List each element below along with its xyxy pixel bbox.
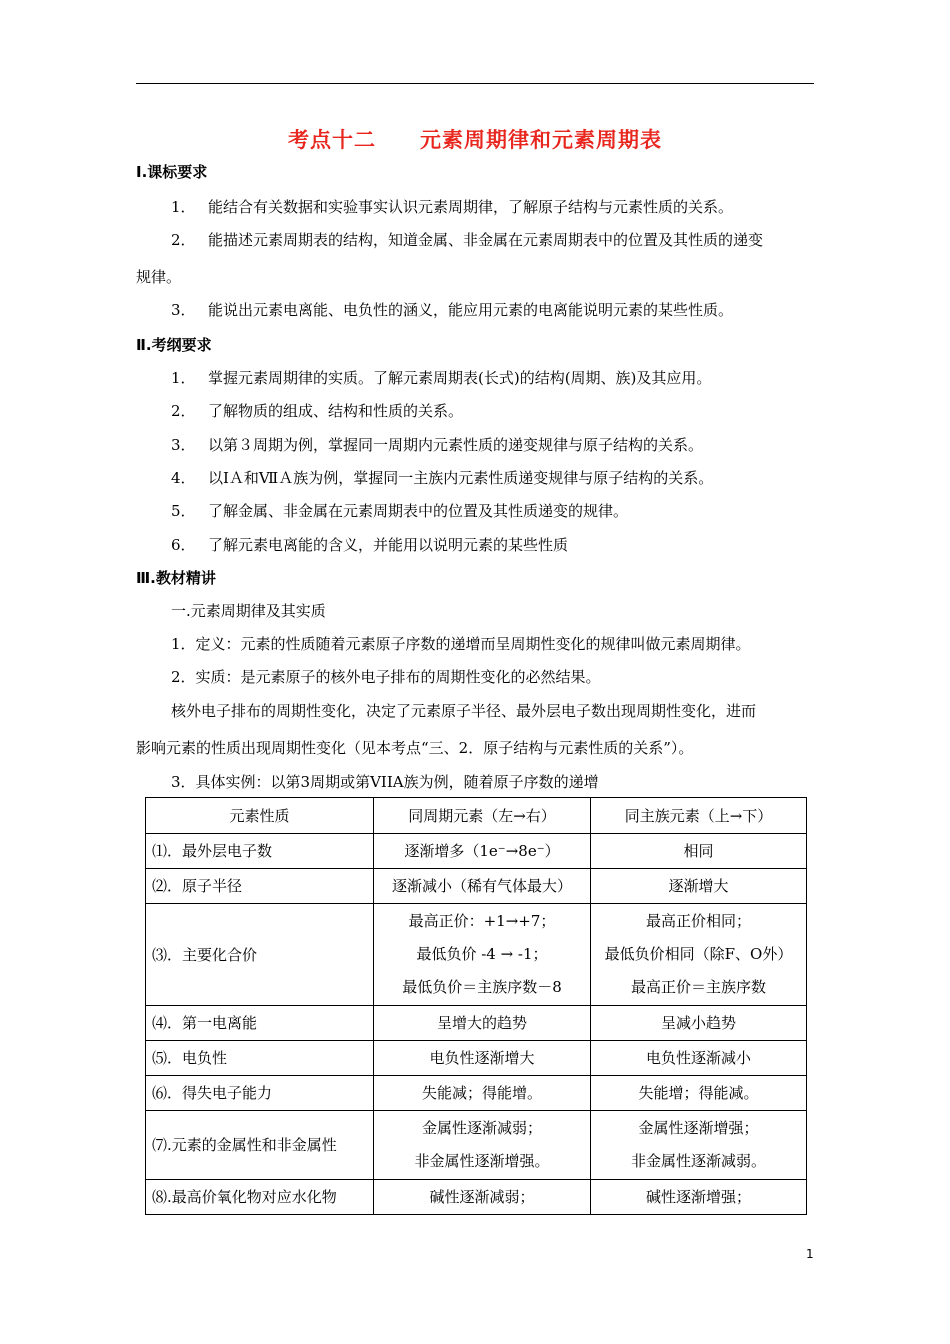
cell-line: 最低负价 -4 → -1；	[416, 945, 548, 963]
title-topic-number: 考点十二	[288, 128, 376, 152]
property-cell: ⑺.元素的金属性和非金属性	[146, 1111, 374, 1180]
property-cell: ⑵．原子半径	[146, 869, 374, 904]
cell-line: 逐渐增多（1e⁻→8e⁻）	[404, 842, 560, 860]
list-item: 2． 了解物质的组成、结构和性质的关系。	[171, 402, 464, 420]
title-topic-name: 元素周期律和元素周期表	[420, 128, 662, 152]
cell-line: 最高正价＝主族序数	[630, 978, 766, 996]
period-trend-cell	[374, 834, 591, 869]
cell-line: 相同	[683, 842, 714, 860]
page-title	[136, 124, 814, 154]
subsection-heading: 一.元素周期律及其实质	[171, 602, 326, 620]
column-header: 同主族元素（上→下）	[591, 798, 807, 834]
list-item: 3． 以第３周期为例，掌握同一周期内元素性质的递变规律与原子结构的关系。	[171, 436, 704, 454]
cell-line: 逐渐增大	[668, 877, 729, 895]
cell-line: 最高正价：+1→+7；	[408, 912, 556, 930]
property-cell: ⑹．得失电子能力	[146, 1076, 374, 1111]
list-item: 2． 能描述元素周期表的结构，知道金属、非金属在元素周期表中的位置及其性质的递变	[171, 231, 764, 249]
cell-line: 非金属性逐渐增强。	[414, 1152, 550, 1170]
cell-line: 金属性逐渐减弱；	[421, 1119, 542, 1137]
cell-line: 逐渐减小（稀有气体最大）	[391, 877, 572, 895]
table-row	[146, 1076, 807, 1111]
list-item: 4． 以ⅠＡ和ⅦＡ族为例，掌握同一主族内元素性质递变规律与原子结构的关系。	[171, 469, 714, 487]
list-item: 1． 掌握元素周期律的实质。了解元素周期表(长式)的结构(周期、族)及其应用。	[171, 369, 712, 387]
cell-line: 碱性逐渐减弱；	[429, 1188, 535, 1206]
cell-line: 非金属性逐渐减弱。	[630, 1152, 766, 1170]
property-cell: ⑻.最高价氧化物对应水化物	[146, 1180, 374, 1215]
period-trend-cell	[374, 1076, 591, 1111]
section-heading-curriculum: Ⅰ.课标要求	[136, 163, 208, 181]
property-cell: ⑷．第一电离能	[146, 1006, 374, 1041]
group-trend-cell	[591, 1180, 807, 1215]
group-trend-cell	[591, 1076, 807, 1111]
periodic-properties-table	[145, 797, 807, 1215]
property-cell: ⑸．电负性	[146, 1041, 374, 1076]
table-row	[146, 869, 807, 904]
paragraph-example: 3．具体实例：以第3周期或第VIIA族为例，随着原子序数的递增	[171, 773, 599, 791]
period-trend-cell	[374, 1041, 591, 1076]
period-trend-cell	[374, 869, 591, 904]
period-trend-cell	[374, 904, 591, 1006]
list-item: 3． 能说出元素电离能、电负性的涵义，能应用元素的电离能说明元素的某些性质。	[171, 301, 734, 319]
list-item: 6． 了解元素电离能的含义，并能用以说明元素的某些性质	[171, 536, 569, 554]
period-trend-cell	[374, 1180, 591, 1215]
cell-line: 失能减；得能增。	[421, 1084, 542, 1102]
paragraph-explanation: 核外电子排布的周期性变化，决定了元素原子半径、最外层电子数出现周期性变化，进而	[171, 702, 757, 720]
list-item: 1． 能结合有关数据和实验事实认识元素周期律，了解原子结构与元素性质的关系。	[171, 198, 734, 216]
group-trend-cell	[591, 869, 807, 904]
table-header-row	[146, 798, 807, 834]
column-header: 元素性质	[146, 798, 374, 834]
column-header: 同周期元素（左→右）	[374, 798, 591, 834]
period-trend-cell	[374, 1111, 591, 1180]
cell-line: 呈减小趋势	[660, 1014, 736, 1032]
table-row	[146, 834, 807, 869]
table-row	[146, 1041, 807, 1076]
group-trend-cell	[591, 1006, 807, 1041]
table-row	[146, 1180, 807, 1215]
paragraph-essence: 2．实质：是元素原子的核外电子排布的周期性变化的必然结果。	[171, 668, 601, 686]
cell-line: 呈增大的趋势	[436, 1014, 527, 1032]
cell-line: 最高正价相同；	[645, 912, 751, 930]
group-trend-cell	[591, 904, 807, 1006]
table-row	[146, 1111, 807, 1180]
period-trend-cell	[374, 1006, 591, 1041]
list-item-continuation: 规律。	[136, 268, 182, 286]
paragraph-definition: 1．定义：元素的性质随着元素原子序数的递增而呈周期性变化的规律叫做元素周期律。	[171, 635, 751, 653]
cell-line: 电负性逐渐增大	[429, 1049, 535, 1067]
cell-line: 最低负价相同（除F、O外）	[604, 945, 793, 963]
cell-line: 失能增；得能减。	[638, 1084, 759, 1102]
cell-line: 电负性逐渐减小	[645, 1049, 751, 1067]
section-heading-syllabus: Ⅱ.考纲要求	[136, 336, 212, 354]
group-trend-cell	[591, 1041, 807, 1076]
paragraph-explanation-cont: 影响元素的性质出现周期性变化（见本考点“三、2．原子结构与元素性质的关系”）。	[136, 739, 694, 757]
cell-line: 金属性逐渐增强；	[638, 1119, 759, 1137]
section-heading-textbook: Ⅲ.教材精讲	[136, 569, 216, 587]
property-cell: ⑶．主要化合价	[146, 904, 374, 1006]
page-number: 1	[806, 1247, 814, 1261]
cell-line: 最低负价＝主族序数－8	[402, 978, 562, 996]
cell-line: 碱性逐渐增强；	[645, 1188, 751, 1206]
table-row	[146, 1006, 807, 1041]
group-trend-cell	[591, 1111, 807, 1180]
table-row	[146, 904, 807, 1006]
group-trend-cell	[591, 834, 807, 869]
list-item: 5． 了解金属、非金属在元素周期表中的位置及其性质递变的规律。	[171, 502, 629, 520]
header-rule	[136, 83, 814, 84]
property-cell: ⑴．最外层电子数	[146, 834, 374, 869]
